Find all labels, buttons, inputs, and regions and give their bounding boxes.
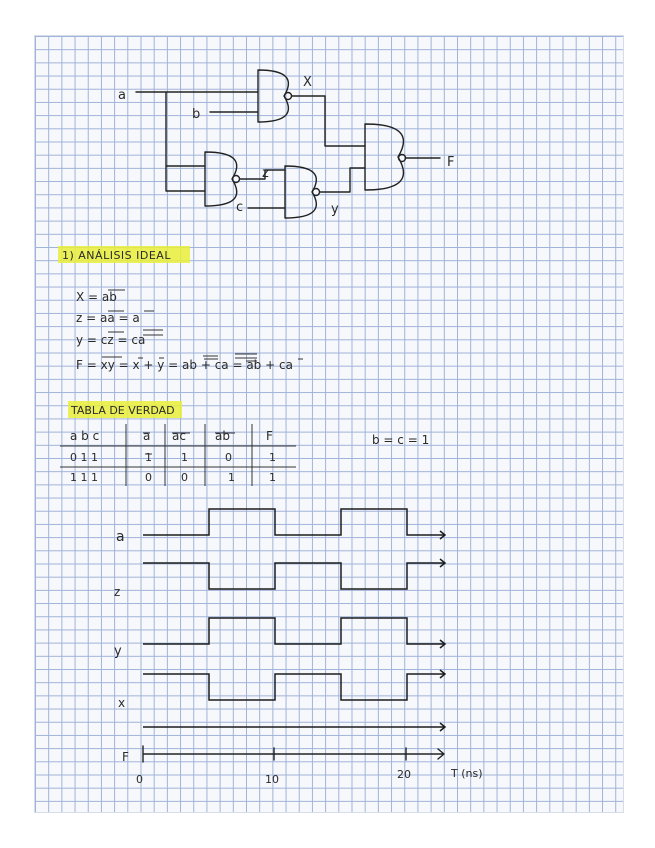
- input-a-label: a: [118, 88, 126, 103]
- equation-f: F = xy = x + y = ab + ca = ab + ca: [76, 358, 293, 372]
- signal-y-label: y: [331, 202, 339, 217]
- col-header-a: a: [143, 429, 151, 443]
- col-header-ab: ab: [215, 429, 230, 443]
- circuit-diagram: [118, 70, 454, 218]
- waveform-a: [143, 509, 445, 535]
- col-header-f: F: [266, 429, 273, 443]
- timing-label-y: y: [114, 644, 122, 659]
- equation-y: y = cz = ca: [76, 333, 146, 347]
- signal-z-label: z: [262, 166, 269, 181]
- timing-label-f: F: [122, 750, 129, 764]
- col-header-abc: a b c: [70, 429, 100, 443]
- overbars: [102, 290, 303, 361]
- input-b-label: b: [192, 107, 201, 122]
- timing-diagram: [114, 509, 483, 786]
- row2-a: 0: [145, 471, 152, 484]
- time-axis: [143, 746, 444, 762]
- col-header-ac: ac: [172, 429, 186, 443]
- nand-bubble-f: [399, 155, 406, 162]
- nand-bubble-x: [285, 93, 292, 100]
- equation-z: z = aa = a: [76, 311, 140, 325]
- nand-bubble-y: [313, 189, 320, 196]
- row1-ac: 1: [181, 451, 188, 464]
- truth-table-heading: TABLA DE VERDAD: [71, 404, 175, 417]
- wire-x: [292, 96, 365, 146]
- input-c-label: c: [236, 200, 244, 215]
- timing-label-a: a: [116, 529, 125, 545]
- waveform-x: [143, 674, 445, 700]
- timing-label-x: x: [118, 696, 126, 710]
- row1-abc: 0 1 1: [70, 451, 98, 464]
- output-f-label: F: [447, 155, 455, 170]
- row1-a: 1: [145, 451, 152, 464]
- waveform-z: [143, 563, 445, 589]
- tick-label-20: 20: [397, 768, 411, 781]
- row2-abc: 1 1 1: [70, 471, 98, 484]
- tick-label-0: 0: [136, 773, 143, 786]
- row2-f: 1: [269, 471, 276, 484]
- nand-bubble-z: [233, 176, 240, 183]
- row1-f: 1: [269, 451, 276, 464]
- row2-ab: 1: [228, 471, 235, 484]
- wire-y: [320, 168, 365, 192]
- waveforms: [143, 509, 445, 731]
- row1-ab: 0: [225, 451, 232, 464]
- analysis-heading: 1) ANÁLISIS IDEAL: [62, 249, 171, 262]
- timing-label-z: z: [114, 585, 121, 599]
- equation-x: X = ab: [76, 290, 117, 304]
- time-axis-label: T (ns): [451, 767, 483, 780]
- truth-table-section: [60, 401, 429, 486]
- nand-gate-f: [365, 124, 403, 190]
- analysis-section: [58, 246, 303, 372]
- signal-x-label: X: [303, 75, 312, 90]
- condition-note: b = c = 1: [372, 433, 430, 447]
- waveform-y: [143, 618, 445, 644]
- tick-label-10: 10: [265, 773, 279, 786]
- nand-gate-y: [285, 166, 316, 218]
- row2-ac: 0: [181, 471, 188, 484]
